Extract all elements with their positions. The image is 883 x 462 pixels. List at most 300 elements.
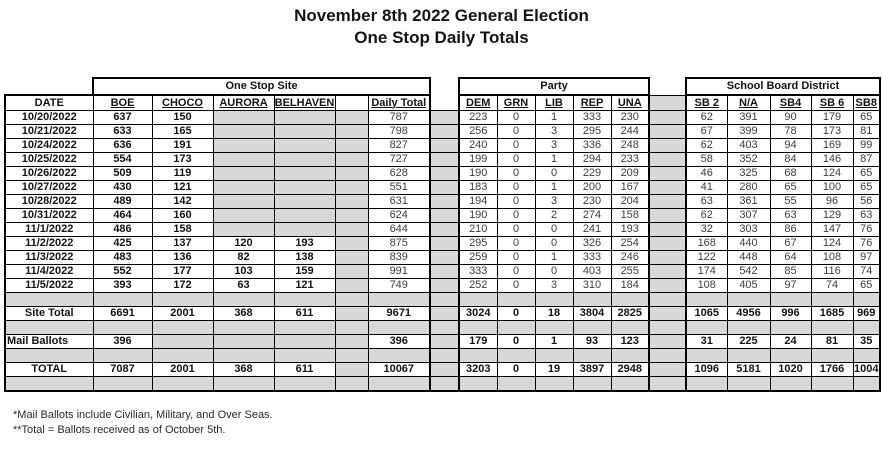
site-cell: 393 bbox=[93, 279, 152, 293]
spacer-cell bbox=[459, 349, 497, 363]
site-cell: 136 bbox=[152, 251, 213, 265]
daily-row bbox=[5, 265, 880, 279]
spacer-row bbox=[5, 321, 880, 335]
gap-cell bbox=[335, 181, 368, 195]
spacer-cell bbox=[368, 321, 430, 335]
party-cell: 1 bbox=[535, 251, 573, 265]
site-cell: 425 bbox=[93, 237, 152, 251]
school-cell: 124 bbox=[811, 167, 853, 181]
one-stop-daily-totals-table bbox=[4, 77, 881, 392]
party-header: REP bbox=[573, 95, 611, 111]
school-cell: 1096 bbox=[686, 363, 727, 377]
spacer-cell bbox=[686, 377, 727, 392]
date-header: DATE bbox=[5, 95, 93, 111]
school-cell: 969 bbox=[853, 307, 880, 321]
party-cell: 210 bbox=[459, 223, 497, 237]
daily-total-cell: 749 bbox=[368, 279, 430, 293]
spacer-cell bbox=[649, 377, 686, 392]
school-cell: 55 bbox=[770, 195, 811, 209]
spacer-cell bbox=[853, 349, 880, 363]
site-cell: 396 bbox=[93, 335, 152, 349]
site-cell: 554 bbox=[93, 153, 152, 167]
school-cell: 168 bbox=[686, 237, 727, 251]
site-cell bbox=[274, 209, 335, 223]
party-cell: 0 bbox=[497, 111, 535, 125]
gap-cell bbox=[649, 223, 686, 237]
school-cell: 65 bbox=[770, 181, 811, 195]
spacer-cell bbox=[430, 377, 459, 392]
gap-cell bbox=[430, 251, 459, 265]
party-cell: 0 bbox=[497, 335, 535, 349]
school-cell: 448 bbox=[727, 251, 770, 265]
spacer-cell bbox=[686, 293, 727, 307]
spacer-cell bbox=[727, 321, 770, 335]
gap-cell bbox=[430, 279, 459, 293]
school-cell: 46 bbox=[686, 167, 727, 181]
spacer-cell bbox=[611, 349, 649, 363]
daily-total-cell: 396 bbox=[368, 335, 430, 349]
site-cell: 137 bbox=[152, 237, 213, 251]
spacer-cell bbox=[573, 293, 611, 307]
school-cell: 97 bbox=[853, 251, 880, 265]
site-cell: 633 bbox=[93, 125, 152, 139]
party-cell: 2948 bbox=[611, 363, 649, 377]
school-cell: 97 bbox=[770, 279, 811, 293]
gap-cell bbox=[430, 223, 459, 237]
spacer-cell bbox=[335, 377, 368, 392]
school-cell: 174 bbox=[686, 265, 727, 279]
party-cell: 183 bbox=[459, 181, 497, 195]
daily-row bbox=[5, 195, 880, 209]
gap-cell bbox=[649, 125, 686, 139]
date-cell: 10/28/2022 bbox=[5, 195, 93, 209]
site-header: CHOCO bbox=[152, 95, 213, 111]
school-cell: 122 bbox=[686, 251, 727, 265]
spacer-cell bbox=[93, 293, 152, 307]
gap-cell bbox=[649, 181, 686, 195]
school-cell: 67 bbox=[686, 125, 727, 139]
party-cell: 336 bbox=[573, 139, 611, 153]
spacer-cell bbox=[727, 293, 770, 307]
school-cell: 81 bbox=[853, 125, 880, 139]
party-cell: 229 bbox=[573, 167, 611, 181]
site-cell bbox=[213, 335, 274, 349]
party-cell: 0 bbox=[497, 265, 535, 279]
gap-cell bbox=[649, 209, 686, 223]
daily-row bbox=[5, 111, 880, 125]
daily-total-cell: 727 bbox=[368, 153, 430, 167]
site-cell: 63 bbox=[213, 279, 274, 293]
party-cell: 0 bbox=[497, 209, 535, 223]
school-header: N/A bbox=[727, 95, 770, 111]
gap-cell bbox=[430, 265, 459, 279]
spacer-cell bbox=[213, 349, 274, 363]
school-cell: 62 bbox=[686, 139, 727, 153]
spacer-cell bbox=[611, 321, 649, 335]
party-cell: 1 bbox=[535, 111, 573, 125]
daily-total-cell: 10067 bbox=[368, 363, 430, 377]
school-cell: 307 bbox=[727, 209, 770, 223]
site-cell bbox=[213, 139, 274, 153]
spacer-cell bbox=[274, 293, 335, 307]
spacer-cell bbox=[497, 377, 535, 392]
school-cell: 78 bbox=[770, 125, 811, 139]
gap-cell bbox=[335, 111, 368, 125]
school-cell: 280 bbox=[727, 181, 770, 195]
party-header: GRN bbox=[497, 95, 535, 111]
party-cell: 248 bbox=[611, 139, 649, 153]
school-cell: 76 bbox=[853, 237, 880, 251]
footnote-total: **Total = Ballots received as of October 5th. bbox=[13, 424, 226, 436]
party-cell: 193 bbox=[611, 223, 649, 237]
gap-cell bbox=[649, 335, 686, 349]
spacer-cell bbox=[93, 349, 152, 363]
party-cell: 190 bbox=[459, 209, 497, 223]
school-cell: 1065 bbox=[686, 307, 727, 321]
party-cell: 1 bbox=[535, 335, 573, 349]
party-cell: 0 bbox=[535, 237, 573, 251]
one-stop-site-group-header: One Stop Site bbox=[93, 78, 430, 95]
party-cell: 241 bbox=[573, 223, 611, 237]
party-cell: 204 bbox=[611, 195, 649, 209]
footnote-mail-ballots: *Mail Ballots include Civilian, Military, and Over Seas. bbox=[13, 409, 273, 421]
school-cell: 542 bbox=[727, 265, 770, 279]
spacer-cell bbox=[811, 293, 853, 307]
daily-row bbox=[5, 139, 880, 153]
party-cell: 1 bbox=[535, 153, 573, 167]
spacer-cell bbox=[430, 293, 459, 307]
gap-cell bbox=[335, 279, 368, 293]
spacer-cell bbox=[5, 377, 93, 392]
party-cell: 223 bbox=[459, 111, 497, 125]
school-cell: 169 bbox=[811, 139, 853, 153]
school-cell: 1020 bbox=[770, 363, 811, 377]
party-cell: 256 bbox=[459, 125, 497, 139]
spacer-row bbox=[5, 377, 880, 392]
school-cell: 403 bbox=[727, 139, 770, 153]
site-cell bbox=[213, 153, 274, 167]
party-cell: 295 bbox=[459, 237, 497, 251]
site-cell: 368 bbox=[213, 307, 274, 321]
gap-cell bbox=[430, 139, 459, 153]
school-cell: 87 bbox=[853, 153, 880, 167]
gap-cell bbox=[335, 153, 368, 167]
party-cell: 0 bbox=[535, 167, 573, 181]
spacer-cell bbox=[535, 321, 573, 335]
site-cell: 637 bbox=[93, 111, 152, 125]
site-cell bbox=[213, 181, 274, 195]
site-cell: 159 bbox=[274, 265, 335, 279]
column-header-row bbox=[5, 95, 880, 111]
spacer-cell bbox=[368, 349, 430, 363]
site-cell: 368 bbox=[213, 363, 274, 377]
site-header: AURORA bbox=[213, 95, 274, 111]
site-cell: 121 bbox=[274, 279, 335, 293]
school-cell: 225 bbox=[727, 335, 770, 349]
school-cell: 62 bbox=[686, 209, 727, 223]
gap-cell bbox=[335, 95, 368, 111]
party-group-header: Party bbox=[459, 78, 649, 95]
spacer-cell bbox=[5, 321, 93, 335]
spacer-cell bbox=[213, 377, 274, 392]
daily-row bbox=[5, 223, 880, 237]
school-cell: 76 bbox=[853, 223, 880, 237]
party-cell: 3897 bbox=[573, 363, 611, 377]
daily-row bbox=[5, 237, 880, 251]
gap-cell bbox=[649, 265, 686, 279]
site-cell bbox=[213, 125, 274, 139]
site-cell: 2001 bbox=[152, 363, 213, 377]
school-cell: 173 bbox=[811, 125, 853, 139]
gap-cell bbox=[430, 125, 459, 139]
party-cell: 18 bbox=[535, 307, 573, 321]
gap-cell bbox=[430, 195, 459, 209]
party-cell: 167 bbox=[611, 181, 649, 195]
gap-cell bbox=[335, 251, 368, 265]
gap-cell bbox=[649, 237, 686, 251]
spacer-cell bbox=[5, 349, 93, 363]
daily-total-cell: 9671 bbox=[368, 307, 430, 321]
site-cell: 165 bbox=[152, 125, 213, 139]
party-cell: 3 bbox=[535, 125, 573, 139]
site-cell: 486 bbox=[93, 223, 152, 237]
daily-row bbox=[5, 153, 880, 167]
party-cell: 0 bbox=[497, 153, 535, 167]
party-cell: 199 bbox=[459, 153, 497, 167]
spacer-cell bbox=[649, 293, 686, 307]
party-cell: 158 bbox=[611, 209, 649, 223]
party-cell: 123 bbox=[611, 335, 649, 349]
site-cell: 611 bbox=[274, 307, 335, 321]
date-cell: 10/25/2022 bbox=[5, 153, 93, 167]
date-cell: 10/24/2022 bbox=[5, 139, 93, 153]
party-cell: 2 bbox=[535, 209, 573, 223]
party-cell: 326 bbox=[573, 237, 611, 251]
school-cell: 65 bbox=[853, 181, 880, 195]
site-cell bbox=[274, 153, 335, 167]
gap-cell bbox=[430, 363, 459, 377]
site-cell bbox=[213, 167, 274, 181]
site-cell: 611 bbox=[274, 363, 335, 377]
school-board-group-header: School Board District bbox=[686, 78, 880, 95]
site-cell: 138 bbox=[274, 251, 335, 265]
gap-cell bbox=[430, 307, 459, 321]
site-cell bbox=[274, 223, 335, 237]
spacer-cell bbox=[93, 377, 152, 392]
gap-cell bbox=[335, 139, 368, 153]
party-cell: 403 bbox=[573, 265, 611, 279]
site-cell bbox=[213, 209, 274, 223]
gap-cell bbox=[430, 95, 459, 111]
school-cell: 24 bbox=[770, 335, 811, 349]
daily-row bbox=[5, 279, 880, 293]
school-cell: 303 bbox=[727, 223, 770, 237]
spacer-cell bbox=[335, 349, 368, 363]
party-cell: 295 bbox=[573, 125, 611, 139]
gap-cell bbox=[335, 167, 368, 181]
spacer-cell bbox=[274, 321, 335, 335]
corner-spacer bbox=[5, 78, 93, 95]
party-cell: 93 bbox=[573, 335, 611, 349]
school-cell: 56 bbox=[853, 195, 880, 209]
spacer-cell bbox=[686, 321, 727, 335]
mail-ballots-row bbox=[5, 335, 880, 349]
party-header: DEM bbox=[459, 95, 497, 111]
spacer-cell bbox=[152, 349, 213, 363]
gap-cell bbox=[649, 279, 686, 293]
school-cell: 67 bbox=[770, 237, 811, 251]
site-cell: 172 bbox=[152, 279, 213, 293]
party-cell: 3 bbox=[535, 279, 573, 293]
site-cell: 158 bbox=[152, 223, 213, 237]
gap-cell bbox=[335, 195, 368, 209]
school-header: SB 2 bbox=[686, 95, 727, 111]
gap-cell bbox=[649, 139, 686, 153]
party-cell: 0 bbox=[497, 223, 535, 237]
party-cell: 333 bbox=[573, 251, 611, 265]
spacer-cell bbox=[611, 377, 649, 392]
school-cell: 62 bbox=[686, 111, 727, 125]
school-cell: 68 bbox=[770, 167, 811, 181]
site-cell: 483 bbox=[93, 251, 152, 265]
date-cell: 10/27/2022 bbox=[5, 181, 93, 195]
school-cell: 399 bbox=[727, 125, 770, 139]
party-cell: 200 bbox=[573, 181, 611, 195]
spacer-cell bbox=[368, 293, 430, 307]
site-cell bbox=[274, 181, 335, 195]
party-cell: 0 bbox=[497, 125, 535, 139]
gap-cell bbox=[335, 307, 368, 321]
date-cell: 10/26/2022 bbox=[5, 167, 93, 181]
school-cell: 1766 bbox=[811, 363, 853, 377]
spacer-cell bbox=[459, 321, 497, 335]
party-cell: 252 bbox=[459, 279, 497, 293]
date-cell: 11/4/2022 bbox=[5, 265, 93, 279]
spacer-cell bbox=[770, 321, 811, 335]
spacer-cell bbox=[649, 321, 686, 335]
school-cell: 116 bbox=[811, 265, 853, 279]
spacer-cell bbox=[274, 349, 335, 363]
school-cell: 391 bbox=[727, 111, 770, 125]
school-cell: 63 bbox=[853, 209, 880, 223]
spacer-cell bbox=[727, 377, 770, 392]
school-cell: 65 bbox=[853, 279, 880, 293]
school-cell: 1685 bbox=[811, 307, 853, 321]
party-cell: 255 bbox=[611, 265, 649, 279]
party-cell: 0 bbox=[497, 307, 535, 321]
party-cell: 2825 bbox=[611, 307, 649, 321]
school-cell: 65 bbox=[853, 111, 880, 125]
spacer-cell bbox=[686, 349, 727, 363]
date-cell: 10/21/2022 bbox=[5, 125, 93, 139]
row-label-cell: Site Total bbox=[5, 307, 93, 321]
site-cell: 2001 bbox=[152, 307, 213, 321]
gap-cell bbox=[649, 153, 686, 167]
gap-cell bbox=[335, 237, 368, 251]
site-cell: 191 bbox=[152, 139, 213, 153]
party-cell: 3804 bbox=[573, 307, 611, 321]
site-cell bbox=[274, 335, 335, 349]
school-cell: 85 bbox=[770, 265, 811, 279]
school-cell: 65 bbox=[853, 167, 880, 181]
school-cell: 35 bbox=[853, 335, 880, 349]
spacer-cell bbox=[535, 293, 573, 307]
gap-cell bbox=[430, 209, 459, 223]
spacer-cell bbox=[335, 293, 368, 307]
party-cell: 0 bbox=[497, 195, 535, 209]
site-cell: 430 bbox=[93, 181, 152, 195]
gap-cell bbox=[335, 335, 368, 349]
party-cell: 259 bbox=[459, 251, 497, 265]
gap-cell bbox=[430, 237, 459, 251]
site-cell: 120 bbox=[213, 237, 274, 251]
daily-total-cell: 628 bbox=[368, 167, 430, 181]
school-cell: 146 bbox=[811, 153, 853, 167]
school-cell: 81 bbox=[811, 335, 853, 349]
daily-total-cell: 624 bbox=[368, 209, 430, 223]
school-cell: 108 bbox=[686, 279, 727, 293]
spacer-cell bbox=[853, 293, 880, 307]
spacer-cell bbox=[497, 293, 535, 307]
site-cell bbox=[274, 111, 335, 125]
spacer-row bbox=[5, 349, 880, 363]
daily-total-cell: 991 bbox=[368, 265, 430, 279]
spacer-cell bbox=[770, 349, 811, 363]
school-cell: 179 bbox=[811, 111, 853, 125]
school-cell: 325 bbox=[727, 167, 770, 181]
school-cell: 74 bbox=[853, 265, 880, 279]
party-cell: 184 bbox=[611, 279, 649, 293]
school-cell: 4956 bbox=[727, 307, 770, 321]
school-cell: 361 bbox=[727, 195, 770, 209]
gap-cell bbox=[335, 363, 368, 377]
party-cell: 230 bbox=[573, 195, 611, 209]
school-cell: 90 bbox=[770, 111, 811, 125]
daily-total-header: Daily Total bbox=[368, 95, 430, 111]
site-cell: 7087 bbox=[93, 363, 152, 377]
site-cell: 636 bbox=[93, 139, 152, 153]
gap-cell bbox=[335, 223, 368, 237]
site-cell bbox=[274, 167, 335, 181]
school-header: SB4 bbox=[770, 95, 811, 111]
daily-row bbox=[5, 167, 880, 181]
school-header: SB8 bbox=[853, 95, 880, 111]
spacer-cell bbox=[853, 377, 880, 392]
page-title: November 8th 2022 General Election bbox=[294, 6, 589, 25]
site-cell bbox=[213, 195, 274, 209]
school-cell: 58 bbox=[686, 153, 727, 167]
gap-cell bbox=[430, 181, 459, 195]
daily-total-cell: 875 bbox=[368, 237, 430, 251]
row-label-cell: Mail Ballots bbox=[5, 335, 93, 349]
daily-total-cell: 551 bbox=[368, 181, 430, 195]
daily-total-cell: 798 bbox=[368, 125, 430, 139]
spacer-cell bbox=[152, 293, 213, 307]
spacer-cell bbox=[649, 349, 686, 363]
gap-cell bbox=[649, 167, 686, 181]
party-cell: 3203 bbox=[459, 363, 497, 377]
school-cell: 64 bbox=[770, 251, 811, 265]
spacer-cell bbox=[93, 321, 152, 335]
daily-row bbox=[5, 181, 880, 195]
party-cell: 0 bbox=[497, 237, 535, 251]
gap-cell bbox=[335, 125, 368, 139]
spacer-cell bbox=[497, 349, 535, 363]
group-header-row bbox=[5, 78, 880, 95]
site-cell: 160 bbox=[152, 209, 213, 223]
gap-cell bbox=[430, 167, 459, 181]
spacer-cell bbox=[573, 321, 611, 335]
